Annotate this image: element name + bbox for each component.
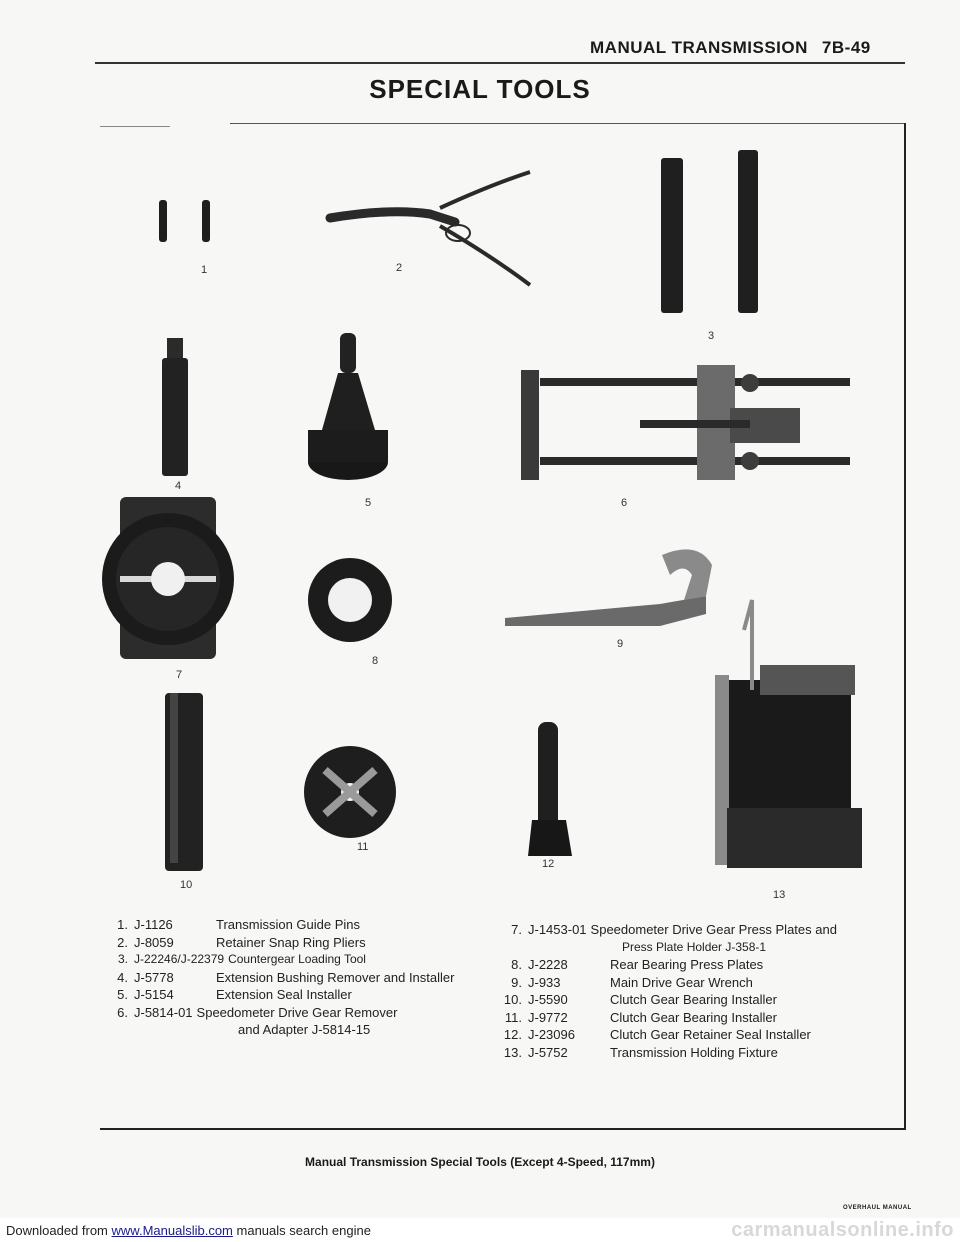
legend-item-13: 13. J-5752 Transmission Holding Fixture	[503, 1044, 778, 1060]
legend-item-2: 2. J-8059 Retainer Snap Ring Pliers	[117, 934, 366, 950]
tool-number-3: 3	[708, 330, 715, 342]
tool-1-guide-pins-icon	[159, 200, 210, 242]
legend-item-7: 7. J-1453-01 Speedometer Drive Gear Press Plates and	[511, 922, 837, 937]
tool-8-press-plate-icon	[308, 558, 392, 642]
tool-number-4: 4	[175, 480, 182, 492]
legend-right	[502, 921, 837, 1061]
tool-12-retainer-seal-installer-icon	[528, 722, 572, 856]
tool-number-13: 13	[773, 889, 786, 901]
tool-5-seal-installer-icon	[308, 333, 388, 480]
tool-number-7: 7	[176, 669, 183, 681]
legend-item-9: 9. J-933 Main Drive Gear Wrench	[511, 974, 753, 990]
legend-item-6: 6. J-5814-01 Speedometer Drive Gear Remover	[117, 1004, 398, 1020]
legend-item-11: 11. J-9772 Clutch Gear Bearing Installer	[504, 1009, 777, 1025]
legend-item-5: 5. J-5154 Extension Seal Installer	[117, 987, 352, 1002]
tool-9-gear-wrench-icon	[505, 549, 712, 626]
tool-number-5: 5	[365, 497, 372, 509]
tool-4-bushing-remover-icon	[162, 338, 188, 476]
tool-3-loading-bars-icon	[661, 150, 758, 313]
tool-number-10: 10	[180, 879, 193, 891]
tool-number-1: 1	[201, 264, 208, 276]
footer-source: Downloaded from www.Manualslib.com manuals search engine	[6, 1222, 371, 1238]
legend-item-10: 10. J-5590 Clutch Gear Bearing Installer	[503, 992, 777, 1007]
tool-10-bearing-installer-icon	[165, 693, 203, 871]
legend-left	[108, 916, 454, 1039]
tool-6-gear-puller-icon	[521, 365, 850, 480]
download-footer	[0, 1218, 960, 1242]
tool-11-bearing-installer-icon	[304, 746, 396, 838]
tool-number-9: 9	[617, 638, 624, 650]
legend-item-3: 3. J-22246/J-22379 Countergear Loading Tool	[117, 952, 366, 966]
figure-caption: Manual Transmission Special Tools (Except 4-Speed, 117mm)	[305, 1155, 655, 1169]
tool-7-press-plate-holder-icon	[102, 497, 234, 659]
tool-number-12: 12	[542, 858, 555, 870]
tool-number-2: 2	[396, 262, 403, 274]
tool-number-8: 8	[372, 655, 379, 667]
tool-number-6: 6	[621, 497, 628, 509]
overhaul-manual-mark: OVERHAUL MANUAL	[843, 1205, 912, 1211]
legend-item-7-cont: Press Plate Holder J-358-1	[622, 939, 767, 954]
tool-13-holding-fixture-icon	[715, 600, 862, 868]
legend-item-6-cont: and Adapter J-5814-15	[238, 1022, 371, 1037]
section-title: MANUAL TRANSMISSION	[590, 38, 808, 57]
page-number: 7B-49	[821, 38, 871, 57]
legend-item-4: 4. J-5778 Extension Bushing Remover and Installer	[117, 969, 455, 985]
watermark-brand: carmanualsonline.info	[731, 1218, 954, 1241]
legend-item-8: 8. J-2228 Rear Bearing Press Plates	[511, 957, 764, 972]
manualslib-link[interactable]: www.Manualslib.com	[111, 1222, 233, 1238]
tool-2-snap-ring-pliers-icon	[330, 172, 530, 285]
legend-item-12: 12. J-23096 Clutch Gear Retainer Seal Installer	[503, 1027, 811, 1042]
legend-item-1: 1. J-1126 Transmission Guide Pins	[117, 917, 361, 932]
page-title: SPECIAL TOOLS	[369, 74, 591, 104]
tool-number-11: 11	[357, 841, 369, 853]
